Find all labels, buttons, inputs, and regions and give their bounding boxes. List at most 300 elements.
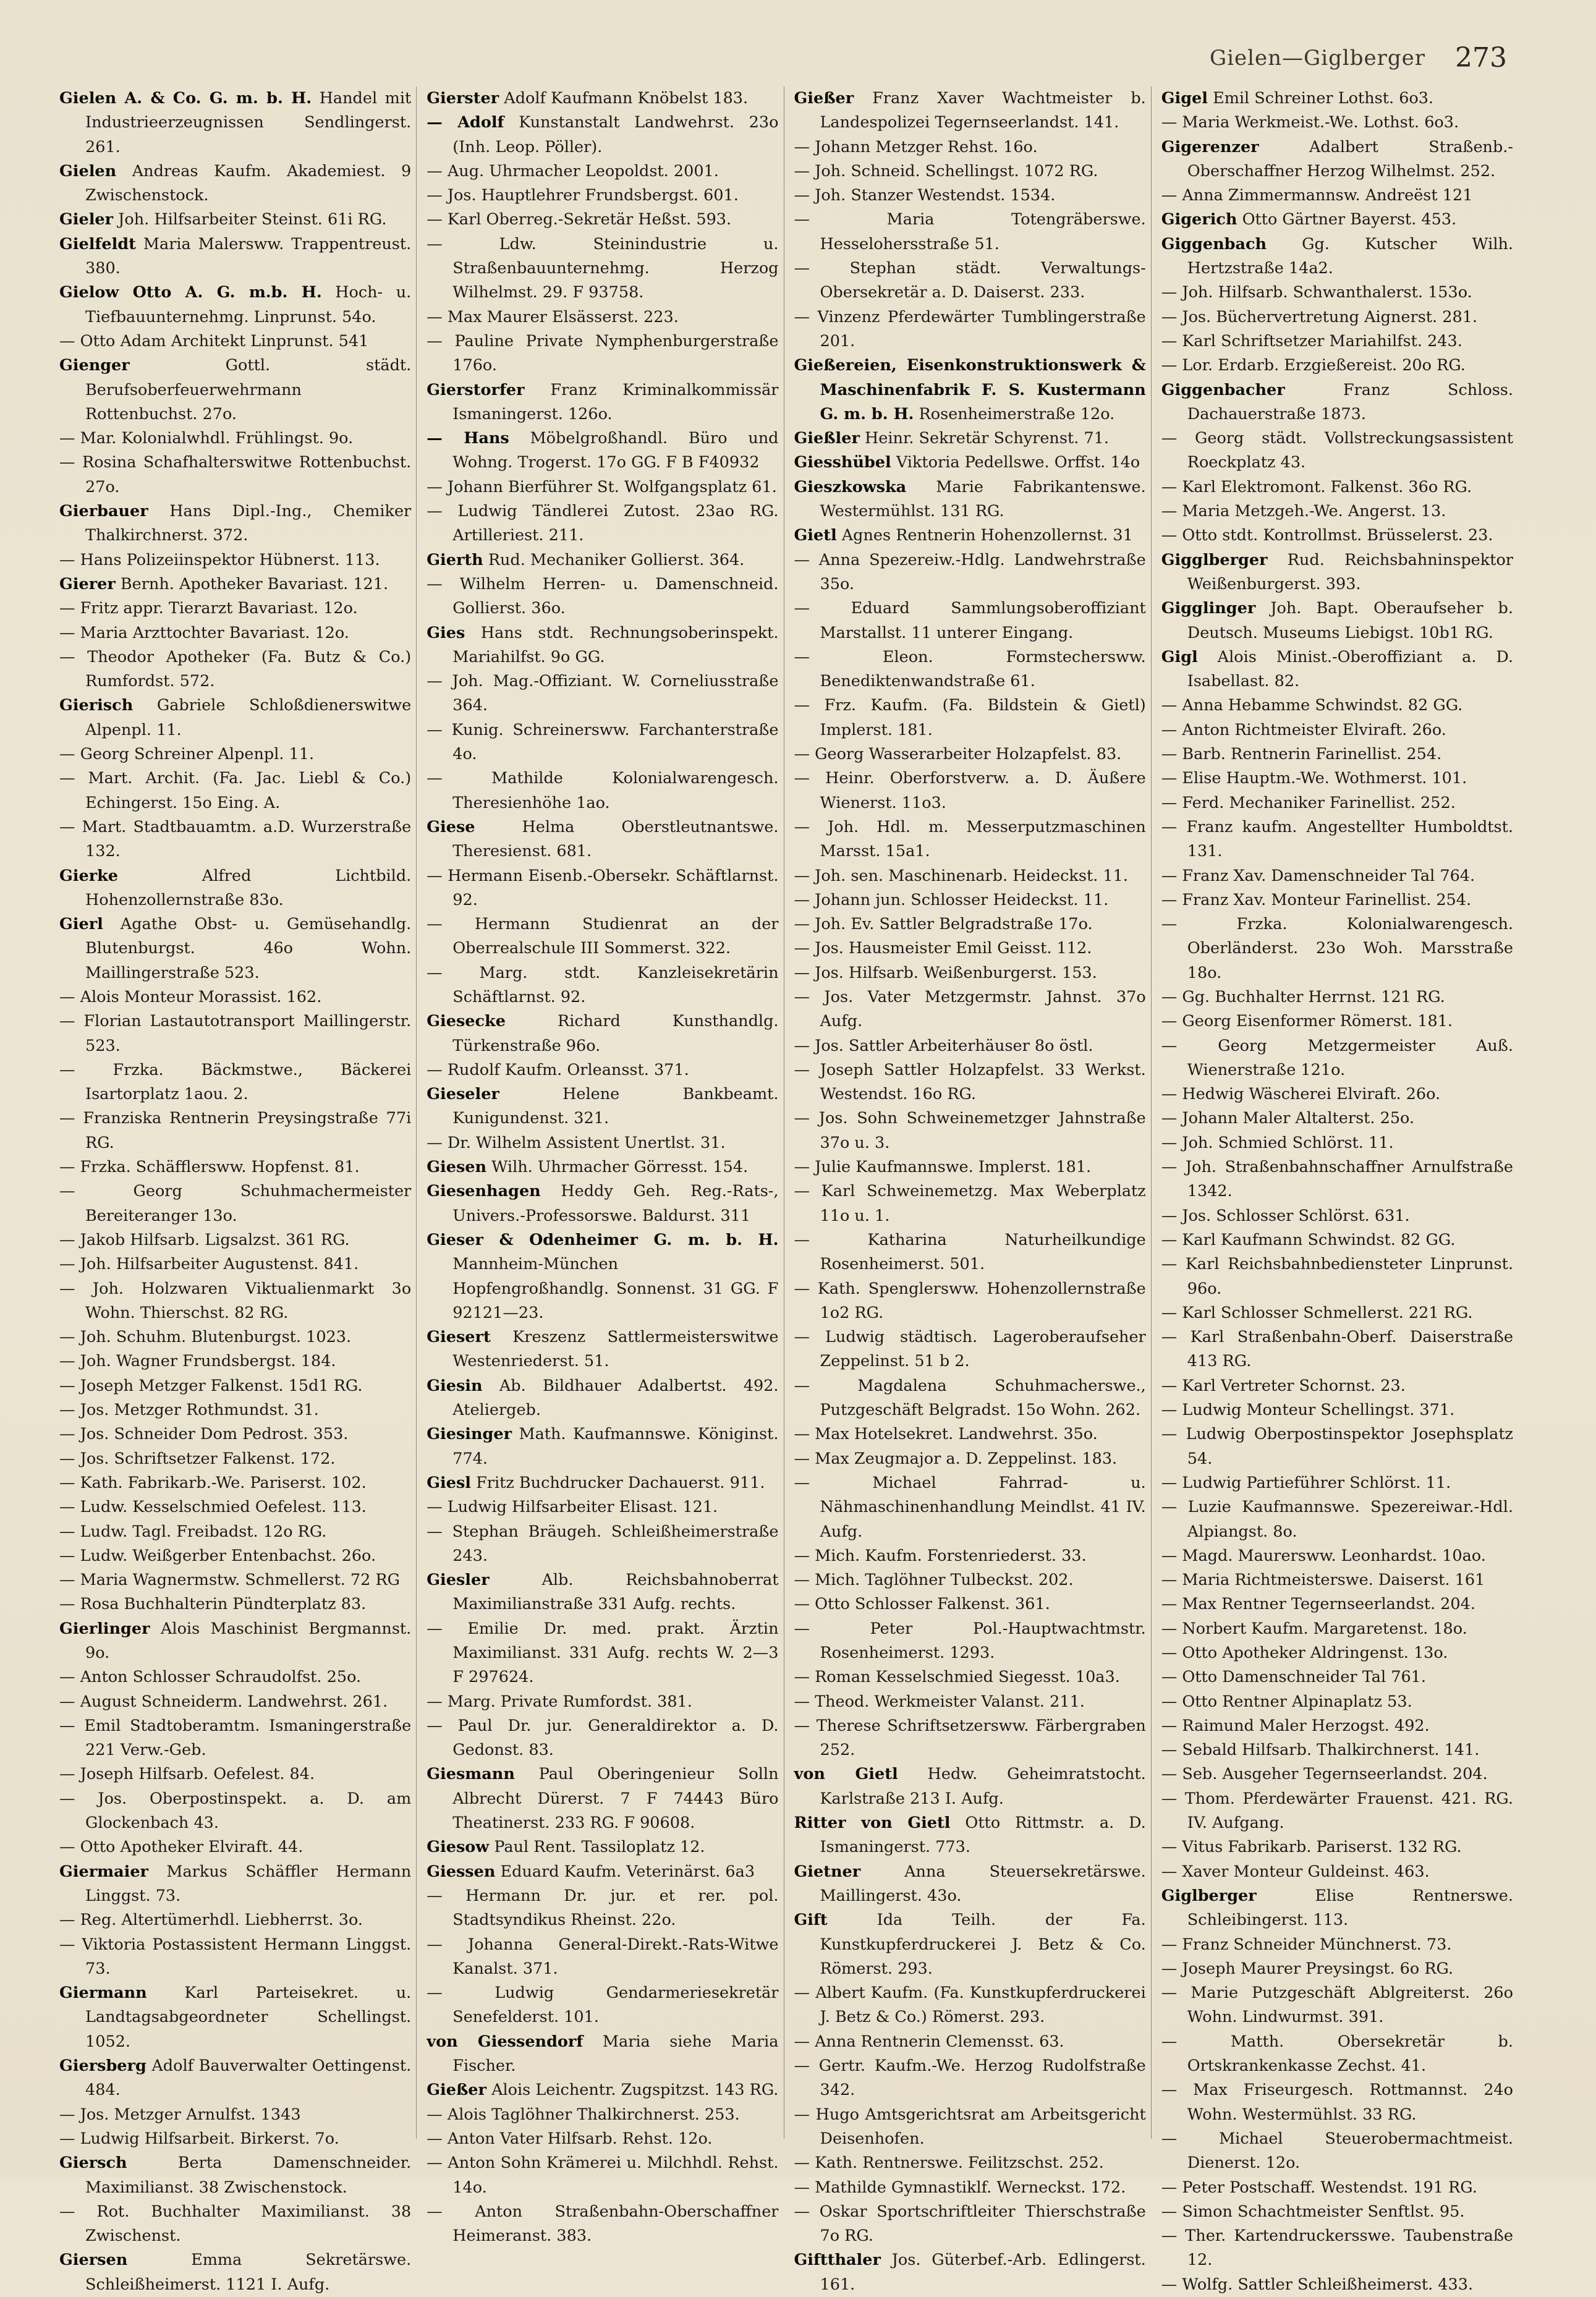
directory-entry bbox=[427, 378, 778, 427]
directory-entry bbox=[427, 208, 778, 232]
directory-entry bbox=[59, 572, 411, 597]
entry-details: Paul Rent. Tassiloplatz 12. bbox=[494, 1838, 705, 1857]
directory-entry bbox=[794, 1422, 1146, 1446]
directory-entry bbox=[1161, 1204, 1513, 1228]
entry-details: — Alois Monteur Morassist. 162. bbox=[59, 987, 322, 1006]
entry-details: — Ludw. Tagl. Freibadst. 12o RG. bbox=[59, 1522, 327, 1541]
entry-details: — Norbert Kaufm. Margaretenst. 18o. bbox=[1161, 1619, 1467, 1638]
entry-details: — Otto Apotheker Elviraft. 44. bbox=[59, 1838, 303, 1857]
entry-details: — Jos. Sattler Arbeiterhäuser 8o östl. bbox=[794, 1036, 1093, 1055]
entry-surname: Gieler bbox=[59, 210, 114, 229]
directory-entry bbox=[59, 1447, 411, 1471]
directory-entry bbox=[794, 2200, 1146, 2249]
entry-surname: Gigglberger bbox=[1161, 550, 1268, 569]
entry-details: Ida Teilh. der Fa. Kunstkupferdruckerei J. Betz & Co. Römerst. 293. bbox=[820, 1911, 1146, 1978]
directory-entry bbox=[794, 597, 1146, 645]
entry-details: Eduard Kaufm. Veterinärst. 6a3 bbox=[500, 1862, 755, 1881]
directory-entry bbox=[794, 1325, 1146, 1374]
entry-details: — Gertr. Kaufm.-We. Herzog Rudolfstraße 342. bbox=[794, 2057, 1146, 2100]
entry-details: — Franz Schneider Münchnerst. 73. bbox=[1161, 1935, 1452, 1954]
entry-details: — Joh. Stanzer Westendst. 1534. bbox=[794, 186, 1056, 205]
entry-details: Agathe Obst- u. Gemüsehandlg. Blutenburgst. 46o Wohn. Maillingerstraße 523. bbox=[85, 915, 412, 982]
directory-entry bbox=[427, 87, 778, 111]
directory-entry bbox=[794, 815, 1146, 864]
entry-details: — Ludwig Gendarmeriesekretär Senefelderst. 101. bbox=[427, 1984, 779, 2027]
entry-details: — Ludwig Monteur Schellingst. 371. bbox=[1161, 1401, 1455, 1420]
entry-details: — Mathilde Gymnastiklf. Werneckst. 172. bbox=[794, 2178, 1126, 2197]
entry-surname: von Giessendorf bbox=[427, 2032, 584, 2051]
entry-details: — Albert Kaufm. (Fa. Kunstkupferdruckerei J. Betz & Co.) Römerst. 293. bbox=[794, 1984, 1146, 2027]
directory-entry bbox=[1161, 1301, 1513, 1325]
entry-details: — Thom. Pferdewärter Frauenst. 421. RG. IV. Aufgang. bbox=[1161, 1789, 1513, 1833]
directory-entry bbox=[1161, 2176, 1513, 2200]
directory-entry bbox=[1161, 378, 1513, 427]
entry-details: — Wolfg. Sattler Schleißheimerst. 433. bbox=[1161, 2275, 1474, 2294]
directory-entry bbox=[794, 1058, 1146, 1107]
entry-details: — Marg. stdt. Kanzleisekretärin Schäftlarnst. 92. bbox=[427, 963, 779, 1006]
column-1 bbox=[59, 87, 417, 2294]
entry-surname: Gieser & Odenheimer G. m. b. H. bbox=[427, 1230, 779, 1249]
entry-details: — Therese Schriftsetzersww. Färbergraben 252. bbox=[794, 1716, 1146, 1760]
directory-entry bbox=[59, 1252, 411, 1276]
entry-details: — Roman Kesselschmied Siegesst. 10a3. bbox=[794, 1668, 1120, 1687]
directory-entry bbox=[427, 1082, 778, 1131]
entry-surname: von Gietl bbox=[794, 1765, 898, 1784]
entry-surname: — Adolf bbox=[427, 113, 504, 132]
entry-surname: Gieseler bbox=[427, 1085, 499, 1104]
entry-details: Adolf Kaufmann Knöbelst 183. bbox=[504, 89, 749, 108]
directory-entry bbox=[59, 1471, 411, 1495]
directory-entry bbox=[59, 1981, 411, 2054]
directory-entry bbox=[1161, 1738, 1513, 1762]
directory-entry bbox=[794, 1981, 1146, 2030]
entry-details: Adalbert Straßenb.-Oberschaffner Herzog Wilhelmst. 252. bbox=[1187, 137, 1513, 180]
entry-details: — Johann jun. Schlosser Heideckst. 11. bbox=[794, 890, 1109, 909]
entry-details: — Jos. Hauptlehrer Frundsbergst. 601. bbox=[427, 186, 739, 205]
directory-entry bbox=[427, 2103, 778, 2127]
directory-entry bbox=[1161, 208, 1513, 232]
directory-entry bbox=[427, 111, 778, 159]
directory-entry bbox=[1161, 912, 1513, 985]
directory-entry bbox=[1161, 1398, 1513, 1422]
directory-entry bbox=[794, 2176, 1146, 2200]
entry-details: — Hermann Studienrat an der Oberrealschule III Sommerst. 322. bbox=[427, 915, 779, 958]
entry-details: — Karl Straßenbahn-Oberf. Daiserstraße 413 RG. bbox=[1161, 1328, 1513, 1371]
entry-details: — Maria Richtmeisterswe. Daiserst. 161 bbox=[1161, 1571, 1485, 1590]
directory-entry bbox=[59, 1422, 411, 1446]
entry-details: — Raimund Maler Herzogst. 492. bbox=[1161, 1716, 1430, 1735]
entry-details: — Joh. Holzwaren Viktualienmarkt 3o Wohn. Thierschst. 82 RG. bbox=[59, 1279, 412, 1322]
directory-entry bbox=[427, 766, 778, 815]
entry-details: — Joseph Sattler Holzapfelst. 33 Werkst. Westendst. 16o RG. bbox=[794, 1060, 1146, 1104]
directory-entry bbox=[794, 427, 1146, 451]
directory-entry bbox=[59, 1933, 411, 1982]
entry-details: — Kunig. Schreinersww. Farchanterstraße 4o. bbox=[427, 720, 779, 764]
entry-details: — Ludw. Weißgerber Entenbachst. 26o. bbox=[59, 1546, 376, 1565]
directory-entry bbox=[427, 475, 778, 499]
entry-details: — Johanna General-Direkt.-Rats-Witwe Kanalst. 371. bbox=[427, 1935, 779, 1978]
directory-entry bbox=[1161, 87, 1513, 111]
directory-entry bbox=[794, 2151, 1146, 2175]
entry-surname: Giglberger bbox=[1161, 1886, 1257, 1905]
directory-entry bbox=[427, 305, 778, 329]
directory-entry bbox=[1161, 354, 1513, 378]
entry-details: — Julie Kaufmannswe. Implerst. 181. bbox=[794, 1158, 1092, 1177]
directory-entry bbox=[59, 742, 411, 766]
entry-details: — Stephan städt. Verwaltungs-Obersekretär a. D. Daiserst. 233. bbox=[794, 259, 1146, 302]
entry-surname: Gierke bbox=[59, 866, 119, 885]
directory-entry bbox=[1161, 524, 1513, 548]
entry-details: — Georg Schreiner Alpenpl. 11. bbox=[59, 745, 315, 764]
entry-details: — Mathilde Kolonialwarengesch. Theresienhöhe 1ao. bbox=[427, 769, 779, 812]
entry-details: — Anton Richtmeister Elviraft. 26o. bbox=[1161, 720, 1446, 739]
directory-entry bbox=[1161, 815, 1513, 864]
entry-details: — Peter Pol.-Hauptwachtmstr. Rosenheimerst. 1293. bbox=[794, 1619, 1146, 1662]
entry-surname: Giftthaler bbox=[794, 2251, 881, 2270]
directory-entry bbox=[794, 1155, 1146, 1179]
entry-details: — Ldw. Steinindustrie u. Straßenbauunternehmg. Herzog Wilhelmst. 29. F 93758. bbox=[427, 234, 779, 302]
directory-entry bbox=[427, 548, 778, 572]
entry-details: — Ludwig städtisch. Lageroberaufseher Zeppelinst. 51 b 2. bbox=[794, 1328, 1146, 1371]
entry-details: — Matth. Obersekretär b. Ortskrankenkasse Zechst. 41. bbox=[1161, 2032, 1513, 2076]
directory-entry bbox=[794, 208, 1146, 257]
directory-entry bbox=[427, 1495, 778, 1519]
directory-entry bbox=[427, 1884, 778, 1933]
entry-details: — Max Hotelsekret. Landwehrst. 35o. bbox=[794, 1425, 1098, 1444]
entry-details: — Ludwig Hilfsarbeit. Birkerst. 7o. bbox=[59, 2129, 339, 2148]
entry-details: — Maria Werkmeist.-We. Lothst. 6o3. bbox=[1161, 113, 1459, 132]
entry-details: — Frzka. Kolonialwarengesch. Oberländerst. 23o Woh. Marsstraße 18o. bbox=[1161, 915, 1513, 982]
entry-details: — Joh. Schuhm. Blutenburgst. 1023. bbox=[59, 1328, 352, 1347]
directory-entry bbox=[59, 2054, 411, 2103]
directory-entry bbox=[427, 864, 778, 913]
directory-entry bbox=[794, 1374, 1146, 1423]
entry-details: — Franziska Rentnerin Preysingstraße 77i RG. bbox=[59, 1109, 412, 1152]
entry-details: — Oskar Sportschriftleiter Thierschstraße 7o RG. bbox=[794, 2202, 1146, 2246]
entry-details: Jos. Güterbef.-Arb. Edlingerst. 161. bbox=[820, 2251, 1146, 2294]
directory-entry bbox=[59, 1228, 411, 1252]
directory-entry bbox=[427, 427, 778, 475]
entry-surname: Gierisch bbox=[59, 696, 134, 715]
entry-details: — Franz kaufm. Angestellter Humboldtst. 131. bbox=[1161, 817, 1513, 861]
directory-entry bbox=[1161, 1422, 1513, 1471]
directory-entry bbox=[59, 1398, 411, 1422]
directory-entry bbox=[59, 1592, 411, 1616]
entry-details: — Jos. Hilfsarb. Weißenburgerst. 153. bbox=[794, 963, 1097, 982]
directory-entry bbox=[1161, 2127, 1513, 2176]
directory-entry bbox=[59, 985, 411, 1009]
entry-details: Helma Oberstleutnantswe. Theresienst. 681. bbox=[452, 817, 779, 861]
directory-entry bbox=[1161, 2224, 1513, 2273]
directory-entry bbox=[59, 864, 411, 913]
directory-entry bbox=[794, 257, 1146, 305]
directory-entry bbox=[794, 1228, 1146, 1277]
directory-entry bbox=[59, 766, 411, 815]
directory-entry bbox=[1161, 1957, 1513, 1981]
directory-entry bbox=[1161, 1617, 1513, 1641]
directory-entry bbox=[59, 645, 411, 694]
directory-entry bbox=[427, 1933, 778, 1982]
entry-details: — Maria Wagnermstw. Schmellerst. 72 RG bbox=[59, 1571, 401, 1590]
entry-surname: Giesshübel bbox=[794, 453, 891, 472]
entry-details: — Vinzenz Pferdewärter Tumblingerstraße 201. bbox=[794, 307, 1146, 350]
entry-details: — Elise Hauptm.-We. Wothmerst. 101. bbox=[1161, 769, 1467, 788]
directory-entry bbox=[1161, 499, 1513, 524]
directory-entry bbox=[59, 1495, 411, 1519]
entry-details: — Karl Schlosser Schmellerst. 221 RG. bbox=[1161, 1303, 1473, 1322]
entry-details: — Alois Taglöhner Thalkirchnerst. 253. bbox=[427, 2105, 740, 2124]
column-2 bbox=[427, 87, 784, 2246]
directory-entry bbox=[794, 159, 1146, 184]
directory-entry bbox=[59, 2200, 411, 2249]
directory-entry bbox=[427, 621, 778, 670]
entry-details: Möbelgroßhandl. Büro und Wohng. Trogerst. 17o GG. F B F40932 bbox=[452, 429, 779, 472]
directory-entry bbox=[59, 2127, 411, 2151]
entry-details: Hans Dipl.-Ing., Chemiker Thalkirchnerst. 372. bbox=[85, 502, 412, 545]
entry-details: Adolf Bauverwalter Oettingenst. 484. bbox=[85, 2057, 412, 2100]
entry-surname: Gigerich bbox=[1161, 210, 1237, 229]
entry-details: Rosenheimerstraße 12o. bbox=[919, 404, 1115, 423]
entry-details: — Anna Hebamme Schwindst. 82 GG. bbox=[1161, 696, 1463, 715]
entry-details: — Gg. Buchhalter Herrnst. 121 RG. bbox=[1161, 987, 1445, 1006]
directory-entry bbox=[1161, 1325, 1513, 1374]
directory-entry bbox=[59, 329, 411, 354]
directory-entry bbox=[1161, 1762, 1513, 1786]
entry-details: — Emilie Dr. med. prakt. Ärztin Maximilianst. 331 Aufg. rechts W. 2—3 F 297624. bbox=[427, 1619, 779, 1687]
directory-entry bbox=[1161, 888, 1513, 912]
directory-entry bbox=[794, 645, 1146, 694]
entry-details: — Joseph Metzger Falkenst. 15d1 RG. bbox=[59, 1376, 363, 1395]
entry-surname: Giesow bbox=[427, 1838, 490, 1857]
directory-entry bbox=[794, 451, 1146, 475]
directory-entry bbox=[1161, 718, 1513, 742]
entry-details: — Rudolf Kaufm. Orleansst. 371. bbox=[427, 1060, 689, 1079]
entry-details: — Pauline Private Nymphenburgerstraße 176o. bbox=[427, 331, 779, 375]
directory-entry bbox=[427, 2151, 778, 2200]
entry-details: Richard Kunsthandlg. Türkenstraße 96o. bbox=[452, 1012, 779, 1055]
entry-surname: Giesecke bbox=[427, 1012, 506, 1031]
entry-details: — Michael Steuerobermachtmeist. Dienerst. 12o. bbox=[1161, 2129, 1513, 2173]
directory-entry bbox=[794, 694, 1146, 742]
directory-entry bbox=[59, 1544, 411, 1568]
entry-surname: Gielen A. & Co. G. m. b. H. bbox=[59, 89, 312, 108]
directory-entry bbox=[59, 208, 411, 232]
entry-surname: Gieszkowska bbox=[794, 477, 907, 496]
entry-surname: Giesl bbox=[427, 1473, 471, 1492]
entry-surname: — Hans bbox=[427, 429, 509, 448]
directory-entry bbox=[59, 1009, 411, 1058]
entry-surname: Gigerenzer bbox=[1161, 137, 1259, 156]
directory-entry bbox=[59, 1568, 411, 1592]
entry-details: Agnes Rentnerin Hohenzollernst. 31 bbox=[841, 526, 1133, 545]
entry-details: — August Schneiderm. Landwehrst. 261. bbox=[59, 1692, 388, 1711]
directory-entry bbox=[1161, 1009, 1513, 1034]
directory-entry bbox=[1161, 766, 1513, 791]
directory-entry bbox=[1161, 1592, 1513, 1616]
entry-details: Fritz Buchdrucker Dachauerst. 911. bbox=[476, 1473, 765, 1492]
directory-entry bbox=[794, 2103, 1146, 2152]
entry-details: — Joh. Hdl. m. Messerputzmaschinen Marsst. 15a1. bbox=[794, 817, 1146, 861]
entry-details: — Viktoria Postassistent Hermann Linggst. 73. bbox=[59, 1935, 412, 1978]
entry-details: — Rosa Buchhalterin Pündterplatz 83. bbox=[59, 1595, 367, 1614]
entry-details: Marie Fabrikantenswe. Westermühlst. 131 RG. bbox=[820, 477, 1146, 521]
entry-details: Kunstanstalt Landwehrst. 23o (Inh. Leop. Pöller). bbox=[452, 113, 779, 156]
directory-entry bbox=[427, 1835, 778, 1859]
entry-details: — Hedwig Wäscherei Elviraft. 26o. bbox=[1161, 1085, 1441, 1104]
directory-entry bbox=[1161, 1568, 1513, 1592]
directory-entry bbox=[794, 135, 1146, 159]
directory-entry bbox=[59, 1058, 411, 1107]
directory-entry bbox=[427, 329, 778, 378]
directory-entry bbox=[794, 1592, 1146, 1616]
entry-details: Alois Maschinist Bergmannst. 9o. bbox=[85, 1619, 412, 1662]
directory-entry bbox=[59, 1762, 411, 1786]
directory-entry bbox=[1161, 184, 1513, 208]
entry-details: Alb. Reichsbahnoberrat Maximilianstraße 331 Aufg. rechts. bbox=[452, 1571, 779, 1614]
entry-details: — Kath. Rentnerswe. Feilitzschst. 252. bbox=[794, 2154, 1104, 2173]
entry-details: Gg. Kutscher Wilh. Hertzstraße 14a2. bbox=[1187, 234, 1514, 278]
directory-entry bbox=[59, 1325, 411, 1349]
directory-entry bbox=[427, 1422, 778, 1471]
directory-entry bbox=[427, 1155, 778, 1179]
entry-details: — Maria Totengräberswe. Hesselohersstraße 51. bbox=[794, 210, 1146, 253]
entry-details: — Mar. Kolonialwhdl. Frühlingst. 9o. bbox=[59, 429, 354, 448]
entry-surname: Gießer bbox=[794, 89, 854, 108]
directory-entry bbox=[427, 1568, 778, 1617]
entry-details: — Hermann Eisenb.-Obersekr. Schäftlarnst. 92. bbox=[427, 866, 779, 909]
directory-entry bbox=[1161, 1690, 1513, 1714]
entry-surname: Gierth bbox=[427, 550, 483, 569]
entry-details: — Franz Xav. Damenschneider Tal 764. bbox=[1161, 866, 1475, 885]
entry-details: — Karl Vertreter Schornst. 23. bbox=[1161, 1376, 1406, 1395]
entry-details: Emma Sekretärswe. Schleißheimerst. 1121 I. Aufg. bbox=[85, 2251, 412, 2294]
directory-entry bbox=[794, 1277, 1146, 1326]
entry-details: — Peter Postschaff. Westendst. 191 RG. bbox=[1161, 2178, 1477, 2197]
directory-entry bbox=[427, 499, 778, 548]
entry-surname: Gigglinger bbox=[1161, 599, 1256, 618]
directory-entry bbox=[59, 815, 411, 864]
entry-details: — Otto Apotheker Aldringenst. 13o. bbox=[1161, 1644, 1448, 1662]
directory-entry bbox=[1161, 281, 1513, 305]
entry-details: — Frz. Kaufm. (Fa. Bildstein & Gietl) Implerst. 181. bbox=[794, 696, 1146, 739]
entry-surname: Gielow Otto A. G. m.b. H. bbox=[59, 283, 322, 302]
directory-entry bbox=[427, 1179, 778, 1228]
entry-details: — Georg Schuhmachermeister Bereiteranger 13o. bbox=[59, 1182, 412, 1225]
directory-entry bbox=[427, 2127, 778, 2151]
entry-surname: Gigl bbox=[1161, 647, 1198, 666]
entry-details: — Wilhelm Herren- u. Damenschneid. Gollierst. 36o. bbox=[427, 574, 779, 618]
directory-entry bbox=[59, 1179, 411, 1228]
directory-entry bbox=[794, 1179, 1146, 1228]
entry-details: — Kath. Fabrikarb.-We. Pariserst. 102. bbox=[59, 1473, 367, 1492]
entry-details: — Ludwig Partieführer Schlörst. 11. bbox=[1161, 1473, 1451, 1492]
directory-entry bbox=[1161, 1106, 1513, 1131]
entry-details: — Luzie Kaufmannswe. Spezereiwar.-Hdl. Alpiangst. 8o. bbox=[1161, 1498, 1513, 1541]
entry-surname: Giersen bbox=[59, 2251, 128, 2270]
directory-entry bbox=[59, 548, 411, 572]
entry-details: — Jakob Hilfsarb. Ligsalzst. 361 RG. bbox=[59, 1230, 350, 1249]
directory-entry bbox=[1161, 1252, 1513, 1301]
directory-entry bbox=[427, 961, 778, 1010]
entry-details: Alois Leichentr. Zugspitzst. 143 RG. bbox=[491, 2081, 779, 2100]
entry-details: — Katharina Naturheilkundige Rosenheimerst. 501. bbox=[794, 1230, 1146, 1274]
directory-entry bbox=[427, 912, 778, 961]
column-4 bbox=[1161, 87, 1518, 2294]
entry-details: — Emil Stadtoberamtm. Ismaningerstraße 221 Verw.-Geb. bbox=[59, 1716, 412, 1760]
entry-details: Joh. Hilfsarbeiter Steinst. 61i RG. bbox=[118, 210, 387, 229]
entry-details: Karl Parteisekret. u. Landtagsabgeordneter Schellingst. 1052. bbox=[85, 1984, 412, 2051]
entry-details: Rud. Reichsbahninspektor Weißenburgerst. 393. bbox=[1187, 550, 1513, 593]
directory-entry bbox=[1161, 1884, 1513, 1933]
directory-entry bbox=[1161, 742, 1513, 766]
entry-surname: Gietner bbox=[794, 1862, 861, 1881]
directory-entry bbox=[794, 1690, 1146, 1714]
directory-entry bbox=[794, 961, 1146, 985]
entry-details: — Vitus Fabrikarb. Pariserst. 132 RG. bbox=[1161, 1838, 1462, 1857]
entry-details: — Max Zeugmajor a. D. Zeppelinst. 183. bbox=[794, 1449, 1118, 1468]
directory-entry bbox=[1161, 548, 1513, 597]
entry-surname: Gierl bbox=[59, 915, 103, 934]
directory-entry bbox=[427, 1520, 778, 1569]
entry-details: — Joh. Schmied Schlörst. 11. bbox=[1161, 1133, 1394, 1152]
entry-details: — Aug. Uhrmacher Leopoldst. 2001. bbox=[427, 161, 719, 180]
directory-entry bbox=[427, 669, 778, 718]
entry-details: Elise Rentnerswe. Schleibingerst. 113. bbox=[1187, 1886, 1513, 1930]
directory-entry bbox=[59, 354, 411, 427]
entry-details: Hans stdt. Rechnungsoberinspekt. Mariahilfst. 9o GG. bbox=[452, 623, 779, 666]
entry-surname: Gienger bbox=[59, 356, 130, 375]
directory-entry bbox=[1161, 1471, 1513, 1495]
entry-surname: Giese bbox=[427, 817, 475, 836]
entry-details: Alois Minist.-Oberoffiziant a. D. Isabellast. 82. bbox=[1187, 647, 1513, 691]
entry-details: — Heinr. Oberforstverw. a. D. Äußere Wienerst. 11o3. bbox=[794, 769, 1146, 812]
directory-entry bbox=[427, 1981, 778, 2030]
entry-details: Maria Malersww. Trappentreust. 380. bbox=[85, 234, 412, 278]
entry-details: — Rot. Buchhalter Maximilianst. 38 Zwischenst. bbox=[59, 2202, 412, 2246]
entry-details: — Reg. Altertümerhdl. Liebherrst. 3o. bbox=[59, 1911, 363, 1930]
directory-entry bbox=[1161, 305, 1513, 329]
directory-entry bbox=[427, 2200, 778, 2249]
directory-entry bbox=[1161, 1228, 1513, 1252]
entry-details: — Jos. Schriftsetzer Falkenst. 172. bbox=[59, 1449, 336, 1468]
entry-details: — Joseph Maurer Preysingst. 6o RG. bbox=[1161, 1959, 1454, 1978]
directory-entry bbox=[59, 1106, 411, 1155]
entry-surname: Gielen bbox=[59, 161, 117, 180]
entry-details: — Joh. Hilfsarbeiter Augustenst. 841. bbox=[59, 1255, 359, 1274]
directory-entry bbox=[794, 87, 1146, 135]
directory-entry bbox=[1161, 1544, 1513, 1568]
directory-entry bbox=[59, 2151, 411, 2200]
entry-details: — Karl Elektromont. Falkenst. 36o RG. bbox=[1161, 477, 1472, 496]
directory-entry bbox=[427, 1860, 778, 1884]
entry-details: Hedw. Geheimratstocht. Karlstraße 213 I. Aufg. bbox=[820, 1765, 1146, 1808]
entry-details: Gottl. städt. Berufsoberfeuerwehrmann Rottenbuchst. 27o. bbox=[85, 356, 412, 423]
directory-entry bbox=[1161, 1714, 1513, 1738]
entry-details: — Lor. Erdarb. Erzgießereist. 20o RG. bbox=[1161, 356, 1466, 375]
directory-entry bbox=[794, 864, 1146, 888]
directory-entry bbox=[59, 2103, 411, 2127]
directory-entry bbox=[1161, 1787, 1513, 1836]
directory-entry bbox=[794, 1665, 1146, 1689]
directory-entry bbox=[59, 694, 411, 742]
entry-details: — Otto Adam Architekt Linprunst. 541 bbox=[59, 331, 369, 350]
directory-entry bbox=[794, 1447, 1146, 1471]
directory-entry bbox=[794, 1811, 1146, 1860]
entry-details: Markus Schäffler Hermann Linggst. 73. bbox=[85, 1862, 412, 1905]
entry-details: — Eduard Sammlungsoberoffiziant Marstallst. 11 unterer Eingang. bbox=[794, 599, 1146, 642]
entry-surname: Gießereien, Eisenkonstruktionswerk & Maschinenfabrik F. S. Kustermann G. m. b. H. bbox=[794, 356, 1146, 423]
entry-details: — Jos. Oberpostinspekt. a. D. am Glockenbach 43. bbox=[59, 1789, 412, 1833]
